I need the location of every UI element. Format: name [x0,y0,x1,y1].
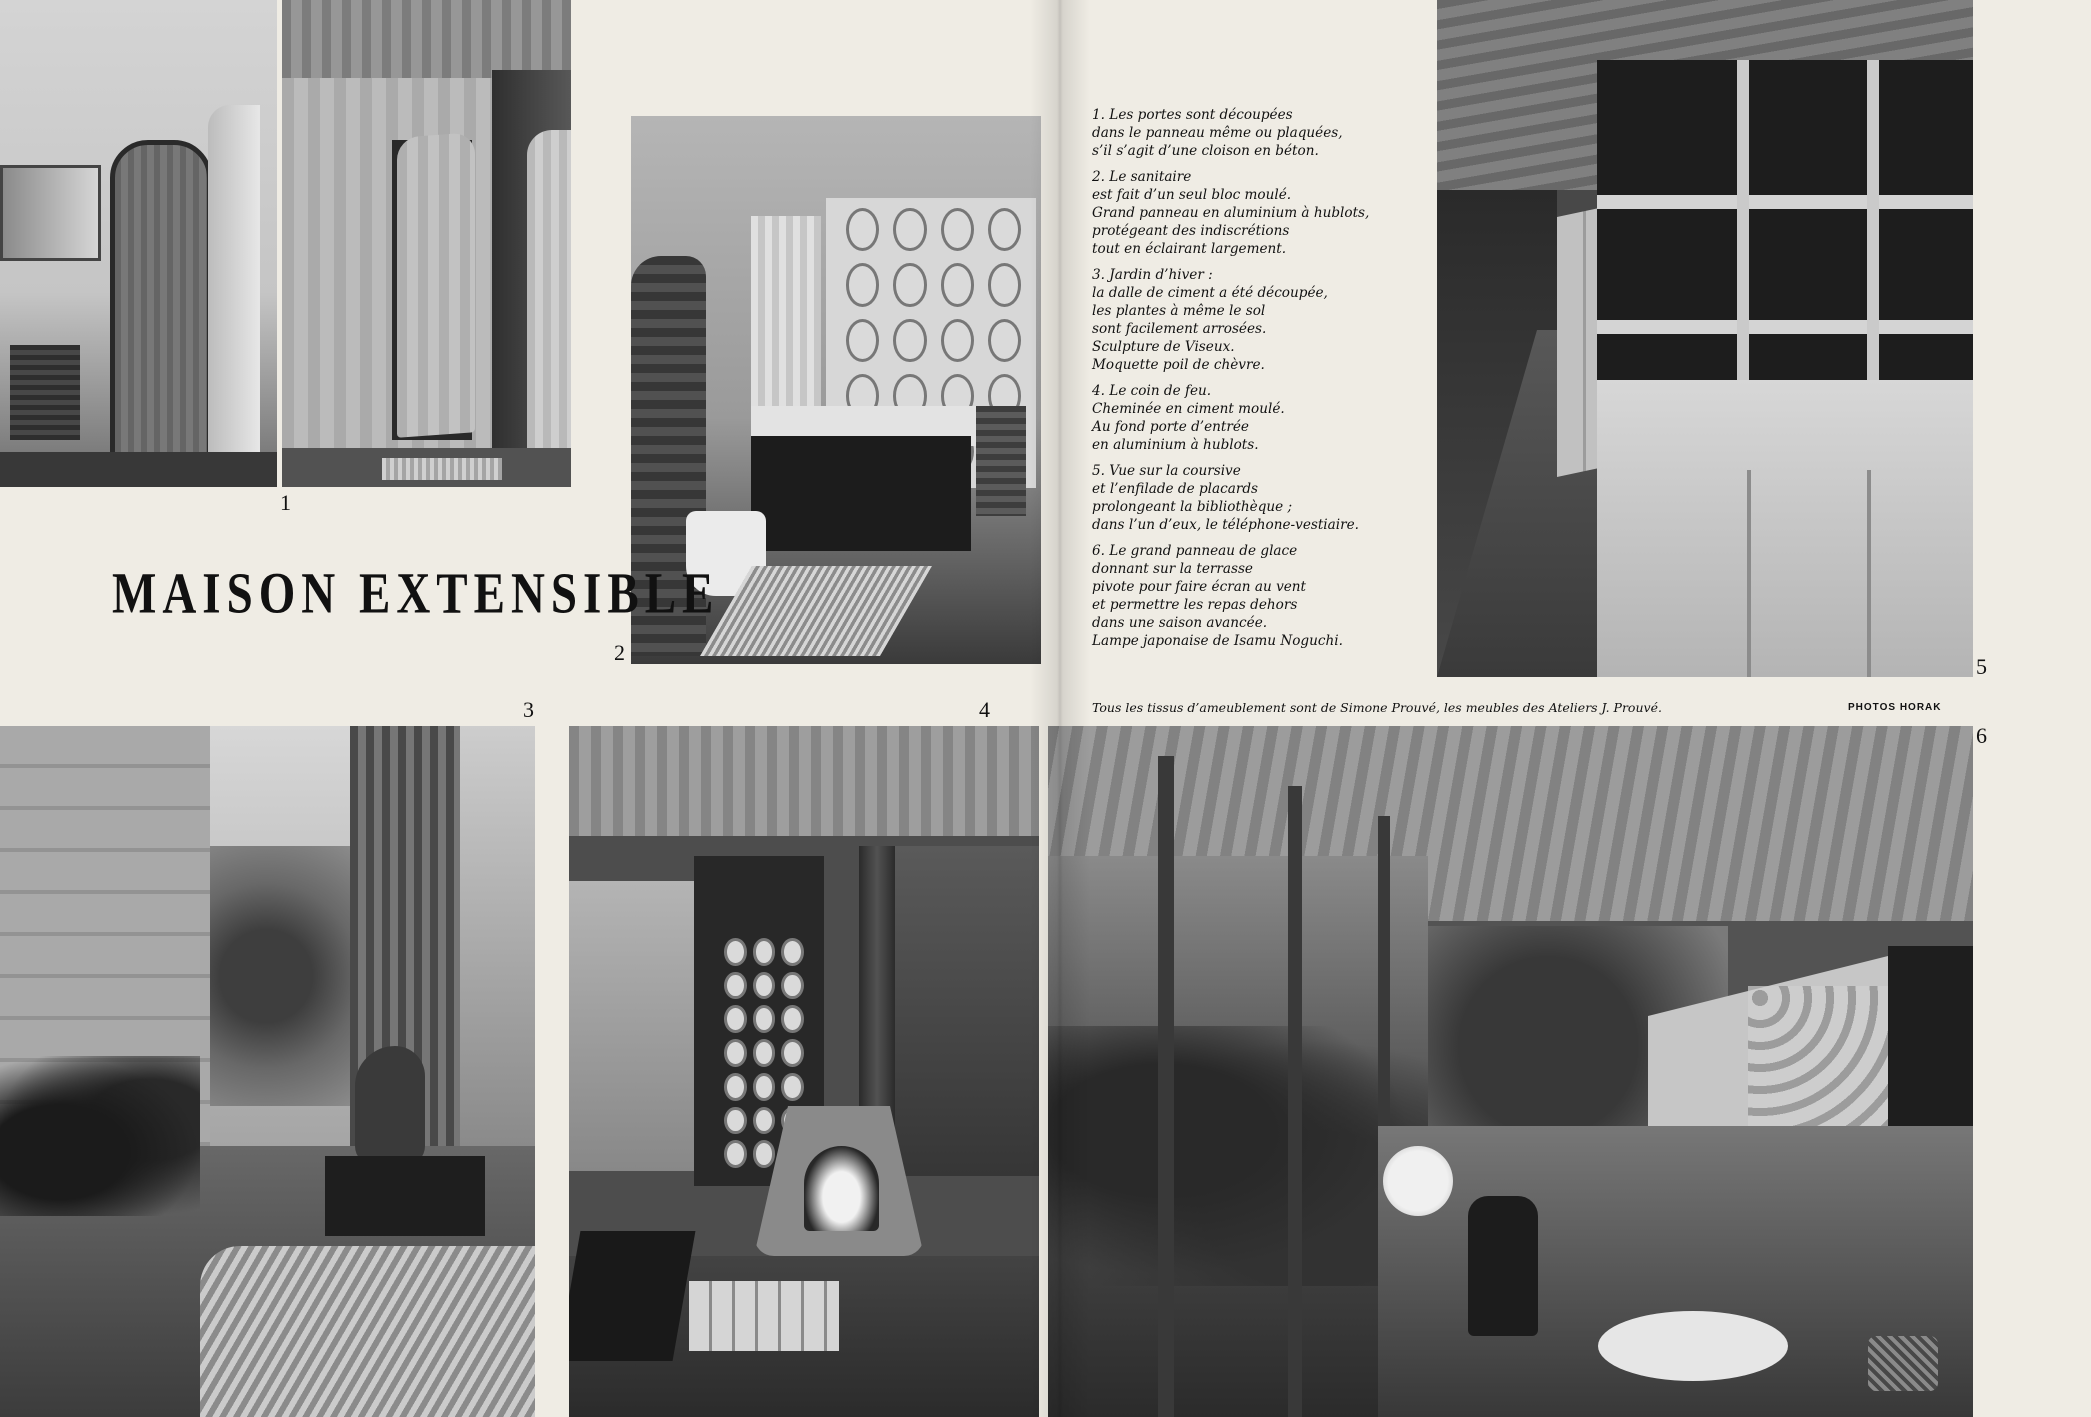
photo-5-corridor [1437,0,1973,677]
photo-number-6: 6 [1976,723,1987,748]
photo-4-fireplace [569,726,1039,1417]
photo-number-3: 3 [523,697,534,722]
furniture-credits: Tous les tissus d’ameublement sont de Simone Prouvé, les meubles des Ateliers J. Prouvé. [1092,700,1662,715]
photo-credit: PHOTOS HORAK [1848,702,1942,713]
photo-6-terrace [1048,726,1973,1417]
photo-number-4: 4 [979,697,990,722]
caption-1: 1. Les portes sont découpées dans le panneau même ou plaquées, s’il s’agit d’une cloison en béton. [1092,107,1343,159]
caption-2: 2. Le sanitaire est fait d’un seul bloc moulé. Grand panneau en aluminium à hublots, protégeant des indiscrétions tout en éclairant largement. [1092,169,1370,257]
photo-captions [1092,106,1392,658]
caption-4: 4. Le coin de feu. Cheminée en ciment moulé. Au fond porte d’entrée en aluminium à hublots. [1092,383,1285,453]
photo-number-2: 2 [614,640,625,665]
caption-3: 3. Jardin d’hiver : la dalle de ciment a été découpée, les plantes à même le sol sont facilement arrosées. Sculpture de Viseux. Moquette poil de chèvre. [1092,267,1328,373]
photo-1-wood-door [282,0,571,487]
photo-3-winter-garden [0,726,535,1417]
caption-6: 6. Le grand panneau de glace donnant sur la terrasse pivote pour faire écran au vent et permettre les repas dehors dans une saison avancée. Lampe japonaise de Isamu Noguchi. [1092,543,1343,649]
caption-5: 5. Vue sur la coursive et l’enfilade de placards prolongeant la bibliothèque ; dans l’un d’eux, le téléphone-vestiaire. [1092,463,1359,533]
article-title: MAISON EXTENSIBLE [112,561,720,627]
photo-number-5: 5 [1976,654,1987,679]
photo-1-bathroom-door [0,0,277,487]
photo-number-1: 1 [280,490,291,515]
